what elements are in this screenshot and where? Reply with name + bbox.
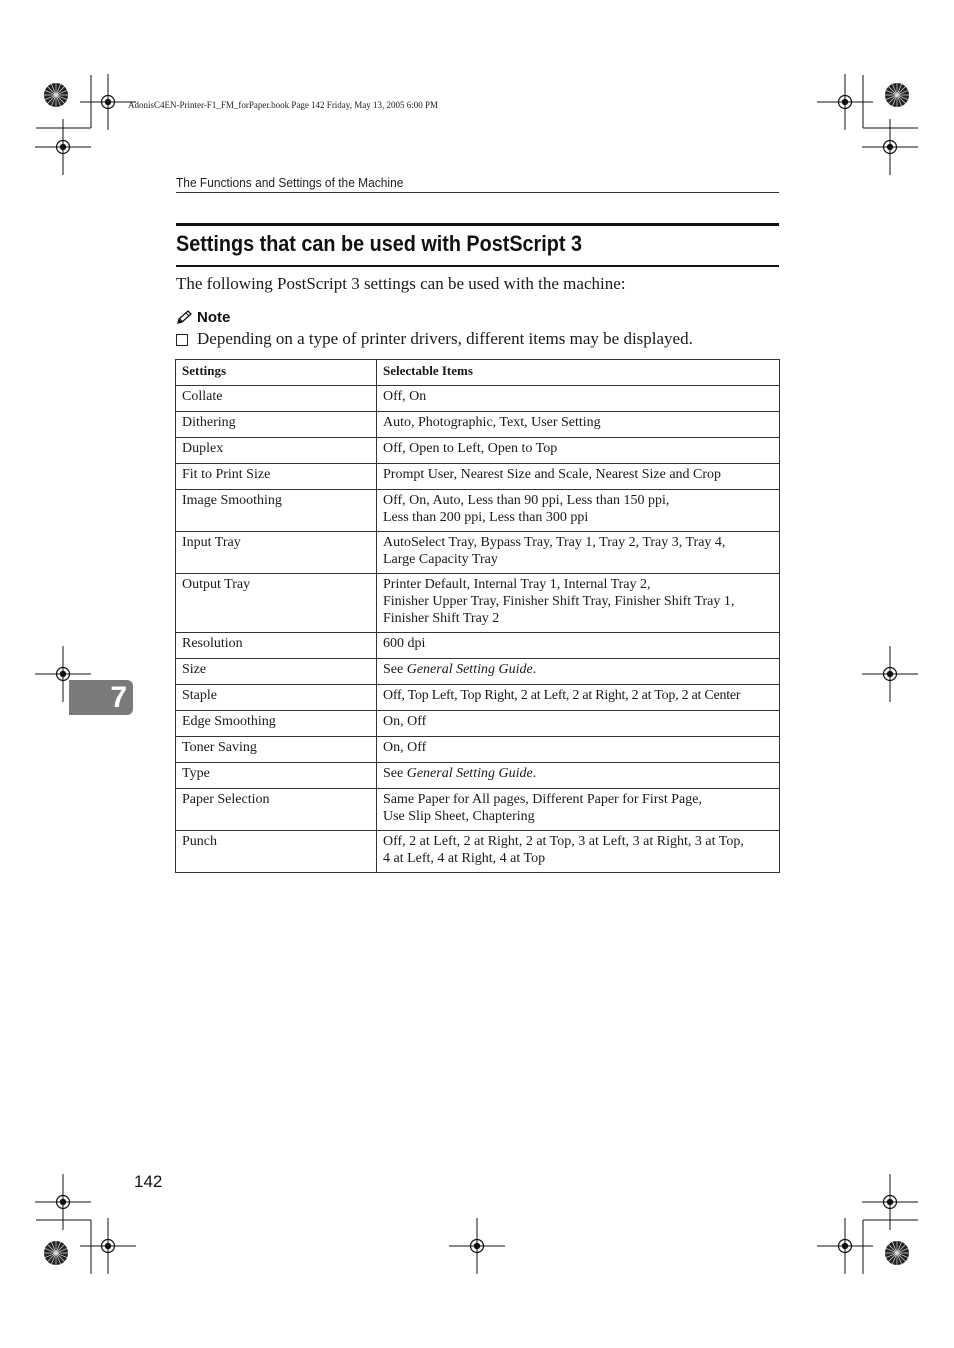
reference-suffix: . xyxy=(532,662,537,677)
setting-name: Resolution xyxy=(176,633,377,659)
setting-name: Size xyxy=(176,659,377,685)
table-row xyxy=(176,574,780,633)
setting-items: 600 dpi xyxy=(377,633,780,659)
table-row xyxy=(176,633,780,659)
setting-name: Fit to Print Size xyxy=(176,464,377,490)
print-info-line: AdonisC4EN-Printer-F1_FM_forPaper.book Page 142 Friday, May 13, 2005 6:00 PM xyxy=(128,100,438,110)
reference-prefix: See xyxy=(383,662,407,677)
note-label: Note xyxy=(197,308,231,326)
setting-items: On, Off xyxy=(377,737,780,763)
setting-name: Staple xyxy=(176,685,377,711)
checkbox-bullet-icon xyxy=(176,334,188,346)
setting-items: Off, Top Left, Top Right, 2 at Left, 2 at Right, 2 at Top, 2 at Center xyxy=(377,685,780,711)
table-row xyxy=(176,532,780,574)
table-row xyxy=(176,464,780,490)
setting-items: Off, On, Auto, Less than 90 ppi, Less than 150 ppi, Less than 200 ppi, Less than 300 ppi xyxy=(377,490,780,532)
table-row xyxy=(176,659,780,685)
header-divider xyxy=(176,192,779,193)
table-row xyxy=(176,438,780,464)
page-title: Settings that can be used with PostScript 3 xyxy=(176,231,582,256)
setting-name: Dithering xyxy=(176,412,377,438)
note-heading xyxy=(176,307,230,327)
setting-items: Auto, Photographic, Text, User Setting xyxy=(377,412,780,438)
setting-items xyxy=(377,659,780,685)
chapter-number: 7 xyxy=(110,681,127,714)
setting-items: Prompt User, Nearest Size and Scale, Nearest Size and Crop xyxy=(377,464,780,490)
column-header-settings: Settings xyxy=(176,360,377,386)
table-row xyxy=(176,763,780,789)
table-header-row xyxy=(176,360,780,386)
setting-name: Paper Selection xyxy=(176,789,377,831)
setting-items xyxy=(377,763,780,789)
table-row xyxy=(176,711,780,737)
table-row xyxy=(176,386,780,412)
setting-items: Off, Open to Left, Open to Top xyxy=(377,438,780,464)
note-item-text: Depending on a type of printer drivers, different items may be displayed. xyxy=(197,329,693,348)
setting-name: Duplex xyxy=(176,438,377,464)
setting-name: Collate xyxy=(176,386,377,412)
reference-guide-title: General Setting Guide xyxy=(406,766,533,781)
table-row xyxy=(176,737,780,763)
running-header: The Functions and Settings of the Machine xyxy=(176,175,404,190)
table-row xyxy=(176,412,780,438)
setting-name: Edge Smoothing xyxy=(176,711,377,737)
setting-name: Input Tray xyxy=(176,532,377,574)
setting-name: Output Tray xyxy=(176,574,377,633)
reference-suffix: . xyxy=(532,766,537,781)
intro-paragraph: The following PostScript 3 settings can be used with the machine: xyxy=(176,274,626,293)
pencil-icon xyxy=(176,310,193,325)
setting-name: Punch xyxy=(176,831,377,873)
setting-items: Off, 2 at Left, 2 at Right, 2 at Top, 3 at Left, 3 at Right, 3 at Top, 4 at Left, 4 at Right, 4 at Top xyxy=(377,831,780,873)
table-row xyxy=(176,789,780,831)
page-number: 142 xyxy=(134,1172,163,1191)
setting-items: On, Off xyxy=(377,711,780,737)
table-row xyxy=(176,490,780,532)
setting-name: Image Smoothing xyxy=(176,490,377,532)
setting-items: AutoSelect Tray, Bypass Tray, Tray 1, Tray 2, Tray 3, Tray 4, Large Capacity Tray xyxy=(377,532,780,574)
table-row xyxy=(176,831,780,873)
setting-items: Off, On xyxy=(377,386,780,412)
setting-name: Type xyxy=(176,763,377,789)
setting-items: Printer Default, Internal Tray 1, Internal Tray 2, Finisher Upper Tray, Finisher Shift Tray, Finisher Shift Tray 1, Finisher Shift Tray 2 xyxy=(377,574,780,633)
column-header-selectable-items: Selectable Items xyxy=(377,360,780,386)
title-rule-bottom xyxy=(176,265,779,267)
setting-name: Toner Saving xyxy=(176,737,377,763)
setting-items: Same Paper for All pages, Different Paper for First Page, Use Slip Sheet, Chaptering xyxy=(377,789,780,831)
reference-guide-title: General Setting Guide xyxy=(406,662,533,677)
reference-prefix: See xyxy=(383,766,407,781)
note-item xyxy=(176,329,693,349)
title-rule-top xyxy=(176,223,779,226)
postscript-settings-table xyxy=(175,359,780,873)
table-row xyxy=(176,685,780,711)
